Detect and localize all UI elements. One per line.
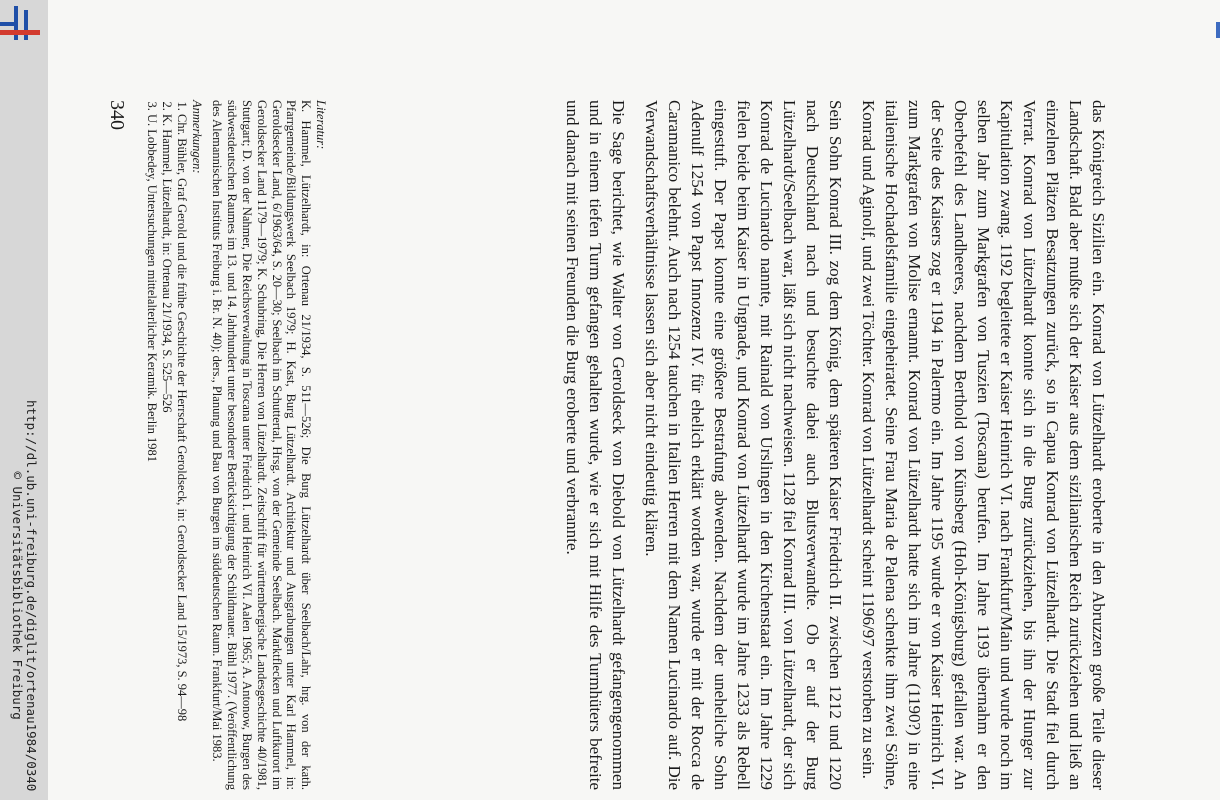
paragraph-1: das Königreich Sizilien ein. Konrad von Lützelhardt eroberte in den Abruzzen große Teile dieser Landschaft. Bald aber mußte sich der Kaiser aus dem sizilianischen Reich zurückziehen und ließ an einzelnen Plätzen Besatzungen zurück, so in Capua Konrad von Lützelhardt. Die Stadt fiel durch Verrat. Konrad von Lützelhardt konnte sich in die Burg zurückziehen, bis ihn der Hunger zur Kapitulation zwang. 1192 begleitete er Kaiser Heinrich VI. nach Frankfurt/Main und wurde noch im selben Jahr zum Markgrafen von Tuszien (Toscana) berufen. Im Jahre 1193 übernahm er den Oberbefehl des Landheeres, nachdem Berthold von Künsberg (Hoh-Königsburg) gefallen war. An der Seite des Kaisers zog er 1194 in Palermo ein. Im Jahre 1195 wurde er von Kaiser Heinrich VI. zum Markgrafen von Molise ernannt. Konrad von Lützelhardt hatte sich im Jahre (1190?) in eine italienische Hochadelsfamilie eingeheiratet. Seine Frau Maria de Palena schenkte ihm zwei Söhne, Konrad und Aginolf, und zwei Töchter. Konrad von Lützelhardt scheint 1196/97 verstorben zu sein.	[859, 100, 1108, 790]
viewer-sidebar	[0, 0, 48, 800]
paragraph-2: Sein Sohn Konrad III. zog dem König, dem späteren Kaiser Friedrich II. zwischen 1212 und 1220 nach Deutschland nach und besuchte dabei auch Blutsverwandte. Ob er auf der Burg Lützelhardt/Seelbach war, läßt sich nicht nachweisen. 1128 fiel Konrad III. von Lützelhardt, der sich Konrad de Lucinardo nannte, mit Rainald von Urslingen in den Kirchenstaat ein. Im Jahre 1229 fielen beide beim Kaiser in Ungnade, und Konrad von Lützelhardt wurde im Jahre 1233 als Rebell eingestuft. Der Papst konnte eine größere Bestrafung abwenden. Nachdem der uneheliche Sohn Adenulf 1254 von Papst Innozenz IV. für ehelich erklärt worden war, wurde er mit der Rocca de Caramanico belehnt. Auch nach 1254 tauchen in Italien Herren mit dem Namen Lucinardo auf. Die Verwandschaftsverhältnisse lassen sich aber nicht eindeutig klären.	[642, 100, 845, 790]
literature-label: Literatur:	[314, 100, 328, 150]
page-edge-marker	[1216, 22, 1220, 38]
note-item: 1. Chr. Bühler, Graf Gerold und die frühe Geschichte der Herrschaft Geroldseck, in: Geroldsecker Land 15/1973, S. 94—98	[174, 114, 189, 790]
notes-list	[144, 100, 188, 790]
main-text	[551, 100, 1110, 790]
references	[144, 100, 328, 790]
note-item: 2. K. Hammel, Lützelhardt, in: Ortenau 21/1934, S. 525—526	[159, 114, 174, 790]
page-number: 340	[106, 100, 128, 130]
source-link[interactable]: http://dl.ub.uni-freiburg.de/diglit/ortenau1984/0340	[24, 400, 39, 792]
paragraph-3: Die Sage berichtet, wie Walter von Geroldseck von Diebold von Lützelhardt gefangengenommen und in einem tiefen Turm gefangen gehalten wurde, wie er sich mit Hilfe des Turmhüters befreite und danach mit seinen Freunden die Burg eroberte und verbrannte.	[563, 100, 628, 790]
note-item: 3. U. Lobbedey, Untersuchungen mittelalterlicher Keramik. Berlin 1981	[144, 114, 159, 790]
library-logo-icon[interactable]	[0, 0, 48, 48]
copyright-notice: © Universitätsbibliothek Freiburg	[10, 471, 25, 720]
literature-text: K. Hammel, Lützelhardt, in: Ortenau 21/1934, S. 511—526; Die Burg Lützelhardt über Seelbach/Lahr, hrg. von der kath. Pfarrgemeinde/Bildungswerk Seelbach 1979; H. Kast, Burg Lützelhardt. Architektur und Ausgrabungen unter Karl Hammel, in: Geroldsecker Land, 6/1963/64, S. 20—30; Seelbach im Schuttertal, Hrsg. von der Gemeinde Seelbach. Marktflecken und Luftkurort im Geroldsecker Land 1179—1979; K. Schubring, Die Herren von Lützelhardt. Zeitschrift für württembergische Landesgeschichte 40/1981, Stuttgart; D. von der Nahmer, Die Reichsverwaltung in Toscana unter Friedrich I. und Heinrich VI. Aalen 1965; A. Antonow, Burgen des südwestdeutschen Raumes im 13. und 14. Jahrhundert unter besonderer Berücksichtigung der Schildmauer. Bühl 1977. (Veröffentlichung des Alemannischen Instituts Freiburg i. Br. N. 40); ders., Planung und Bau von Burgen im süddeutschen Raum. Frankfurt/Mai 1983.	[210, 100, 314, 790]
page-text-block	[106, 100, 1110, 790]
source-url	[10, 400, 38, 791]
notes-label: Anmerkungen:	[189, 100, 204, 174]
